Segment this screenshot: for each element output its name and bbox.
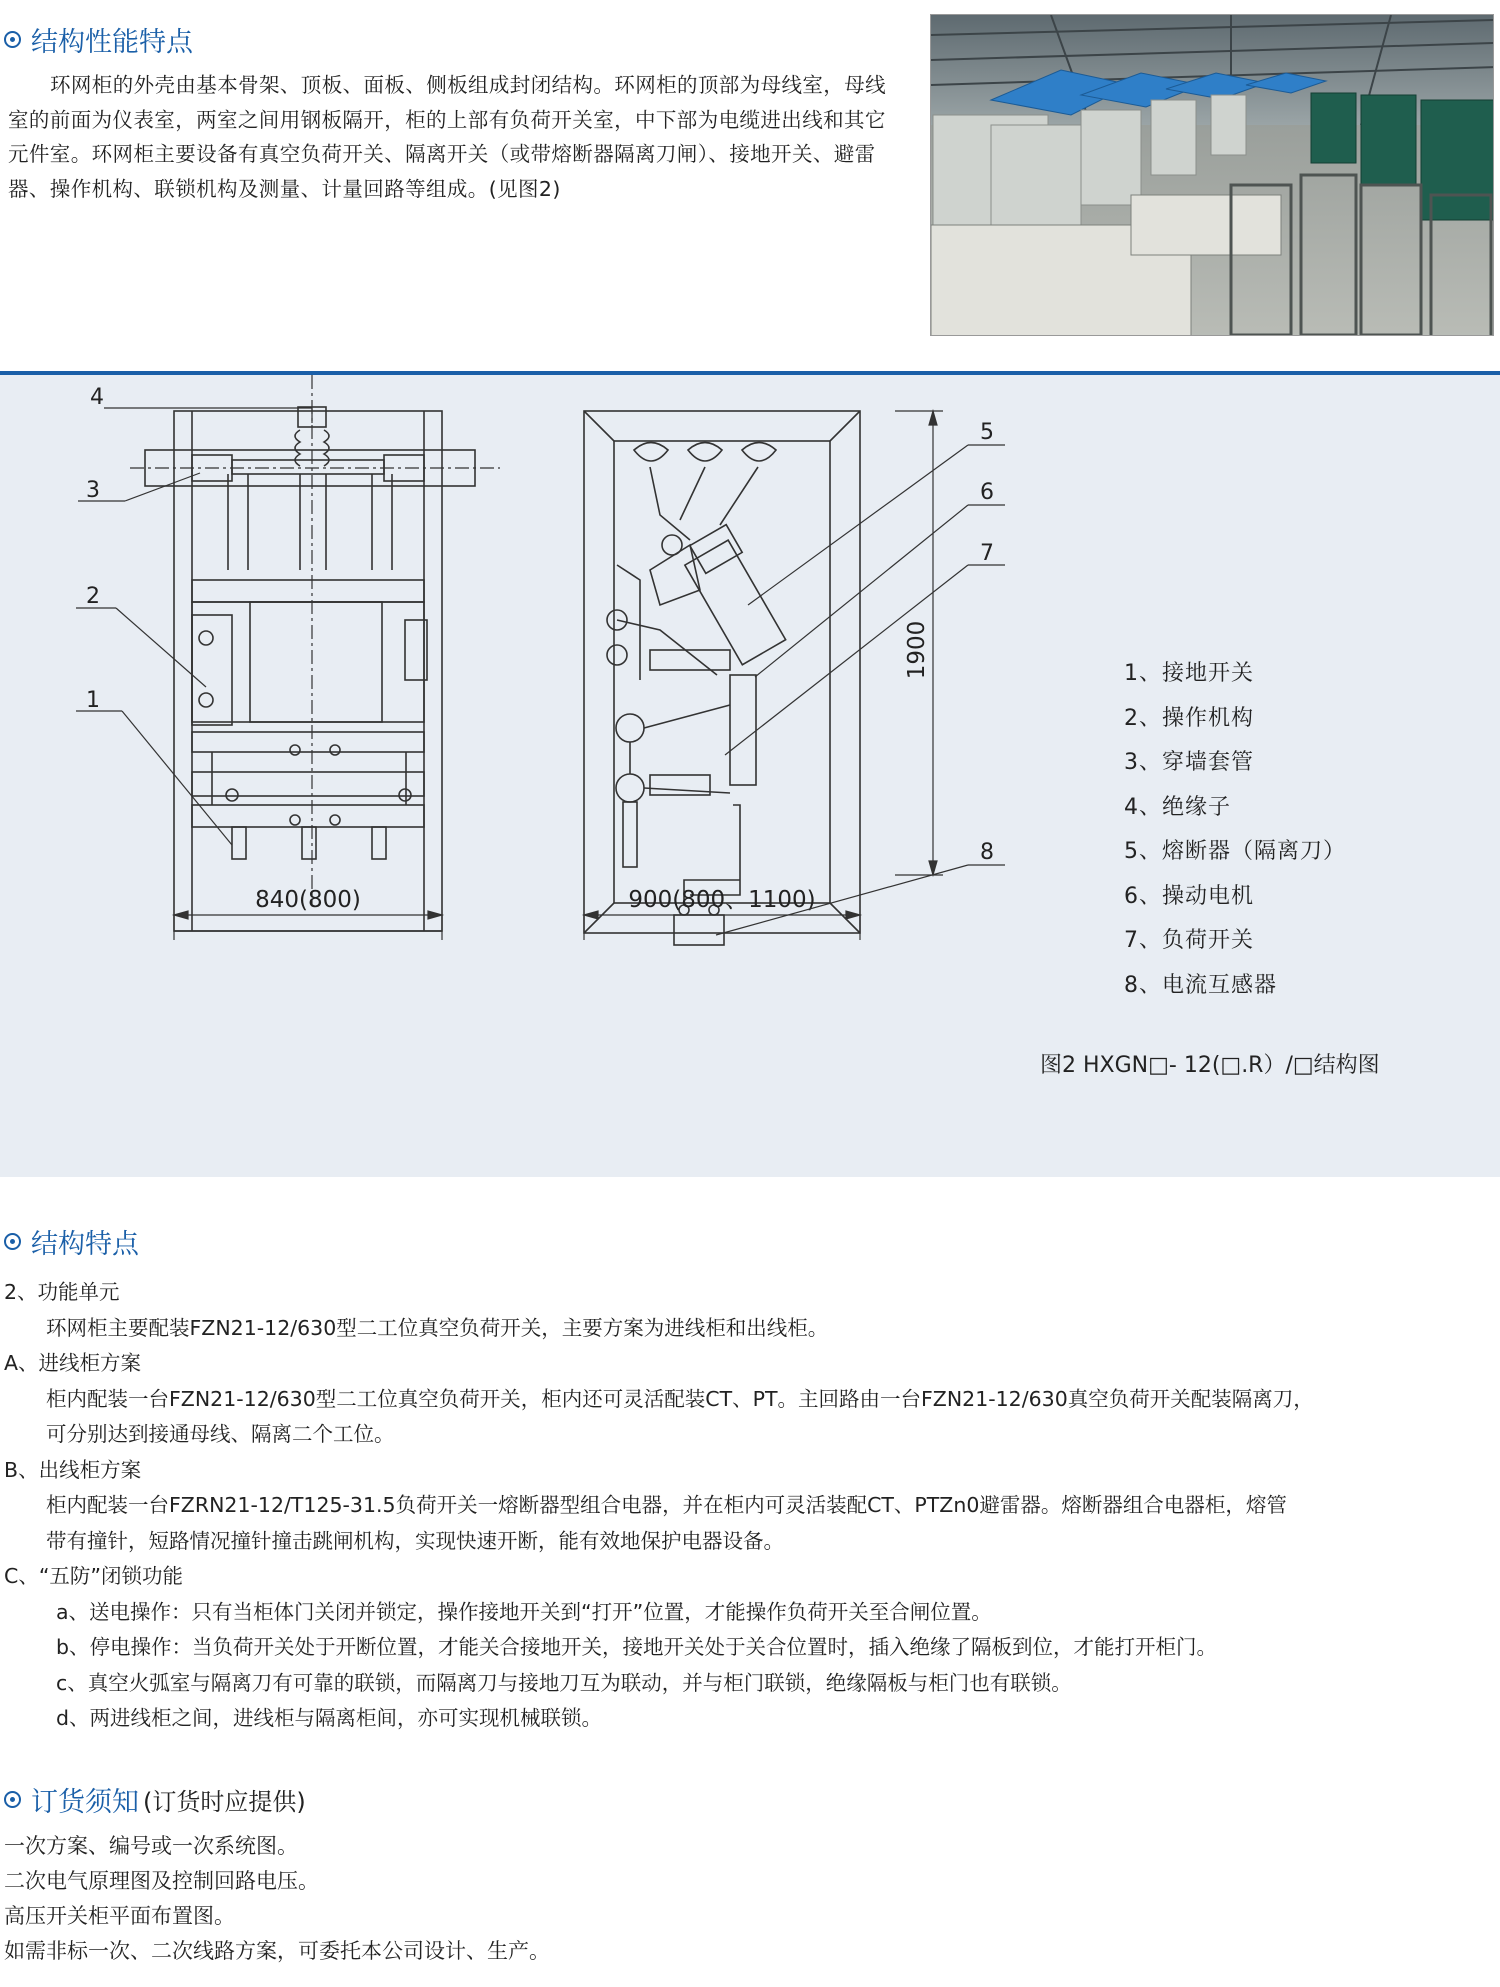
section-title-structure-performance (4, 20, 193, 59)
structure-features-body (4, 1275, 1494, 1737)
side-view-drawing (584, 411, 860, 945)
legend-item: 1、接地开关 (1124, 661, 1254, 686)
section-title-text: 结构性能特点 (31, 27, 193, 58)
text-line: 2、功能单元 (4, 1280, 120, 1304)
right-width-dimension: 900(800、1100) (628, 887, 816, 913)
factory-photo (930, 14, 1494, 336)
intro-paragraph: 环网柜的外壳由基本骨架、顶板、面板、侧板组成封闭结构。环网柜的顶部为母线室，母线室的前面为仪表室，两室之间用钢板隔开，柜的上部有负荷开关室，中下部为电缆进出线和其它元件室。环网柜主要设备有真空负荷开关、隔离开关（或带熔断器隔离刀闸）、接地开关、避雷器、操作机构、联锁机构及测量、计量回路等组成。(见图2) (8, 73, 886, 201)
section-title-ordering (4, 1780, 306, 1819)
text-line: 环网柜主要配装FZN21-12/630型二工位真空负荷开关，主要方案为进线柜和出线柜。 (46, 1315, 829, 1340)
legend-item: 8、电流互感器 (1124, 972, 1277, 998)
target-circle-icon (4, 1791, 21, 1808)
callout-2: 2 (86, 584, 100, 609)
text-line: d、两进线柜之间，进线柜与隔离柜间，亦可实现机械联锁。 (56, 1706, 603, 1730)
ordering-notes (4, 1829, 550, 1969)
text-line: 可分别达到接通母线、隔离二个工位。 (46, 1422, 395, 1446)
front-view-drawing (145, 407, 475, 931)
left-width-dimension: 840(800) (255, 887, 361, 913)
callout-1: 1 (86, 688, 100, 713)
target-circle-icon (4, 1233, 21, 1250)
legend-item: 6、操动电机 (1124, 883, 1254, 909)
section-subtitle: (订货时应提供) (143, 1788, 306, 1816)
callout-4: 4 (90, 385, 104, 410)
text-line: B、出线柜方案 (4, 1457, 142, 1482)
component-legend (1124, 652, 1346, 1008)
height-dimension: 1900 (904, 620, 930, 680)
section-title-structure-features (4, 1222, 139, 1261)
text-line: C、“五防”闭锁功能 (4, 1564, 184, 1588)
text-line: 一次方案、编号或一次系统图。 (4, 1834, 298, 1858)
text-line: 高压开关柜平面布置图。 (4, 1904, 235, 1928)
legend-item: 5、熔断器（隔离刀） (1124, 839, 1346, 864)
legend-item: 4、绝缘子 (1124, 794, 1231, 820)
text-line: c、真空火弧室与隔离刀有可靠的联锁，而隔离刀与接地刀互为联动，并与柜门联锁，绝缘隔板与柜门也有联锁。 (56, 1670, 1072, 1695)
text-line: 柜内配装一台FZRN21-12/T125-31.5负荷开关一熔断器型组合电器，并在柜内可灵活装配CT、PTZn0避雷器。熔断器组合电器柜，熔管 (46, 1493, 1287, 1517)
callout-5: 5 (980, 420, 994, 445)
text-line: 二次电气原理图及控制回路电压。 (4, 1869, 319, 1893)
target-circle-icon (4, 31, 21, 48)
section-title-text: 结构特点 (31, 1229, 139, 1260)
legend-item: 7、负荷开关 (1124, 928, 1254, 953)
text-line: A、进线柜方案 (4, 1351, 142, 1375)
text-line: 带有撞针，短路情况撞针撞击跳闸机构，实现快速开断，能有效地保护电器设备。 (46, 1528, 784, 1553)
side-view-dimensions (584, 411, 943, 940)
figure-caption: 图2 HXGN□- 12(□.R）/□结构图 (1040, 1053, 1380, 1078)
section-title-text: 订货须知 (31, 1787, 139, 1818)
text-line: 柜内配装一台FZN21-12/630型二工位真空负荷开关，柜内还可灵活配装CT、PT。主回路由一台FZN21-12/630真空负荷开关配装隔离刀， (46, 1386, 1314, 1411)
text-line: a、送电操作：只有当柜体门关闭并锁定，操作接地开关到“打开”位置，才能操作负荷开关至合闸位置。 (56, 1599, 992, 1624)
callout-8: 8 (980, 840, 994, 865)
callout-6: 6 (980, 480, 994, 505)
callout-7: 7 (980, 541, 994, 566)
legend-item: 3、穿墙套管 (1124, 750, 1254, 775)
legend-item: 2、操作机构 (1124, 705, 1254, 731)
text-line: 如需非标一次、二次线路方案，可委托本公司设计、生产。 (4, 1939, 550, 1963)
text-line: b、停电操作：当负荷开关处于开断位置，才能关合接地开关，接地开关处于关合位置时，插入绝缘了隔板到位，才能打开柜门。 (56, 1635, 1218, 1659)
front-view-dimension (174, 911, 442, 940)
callout-3: 3 (86, 478, 100, 503)
